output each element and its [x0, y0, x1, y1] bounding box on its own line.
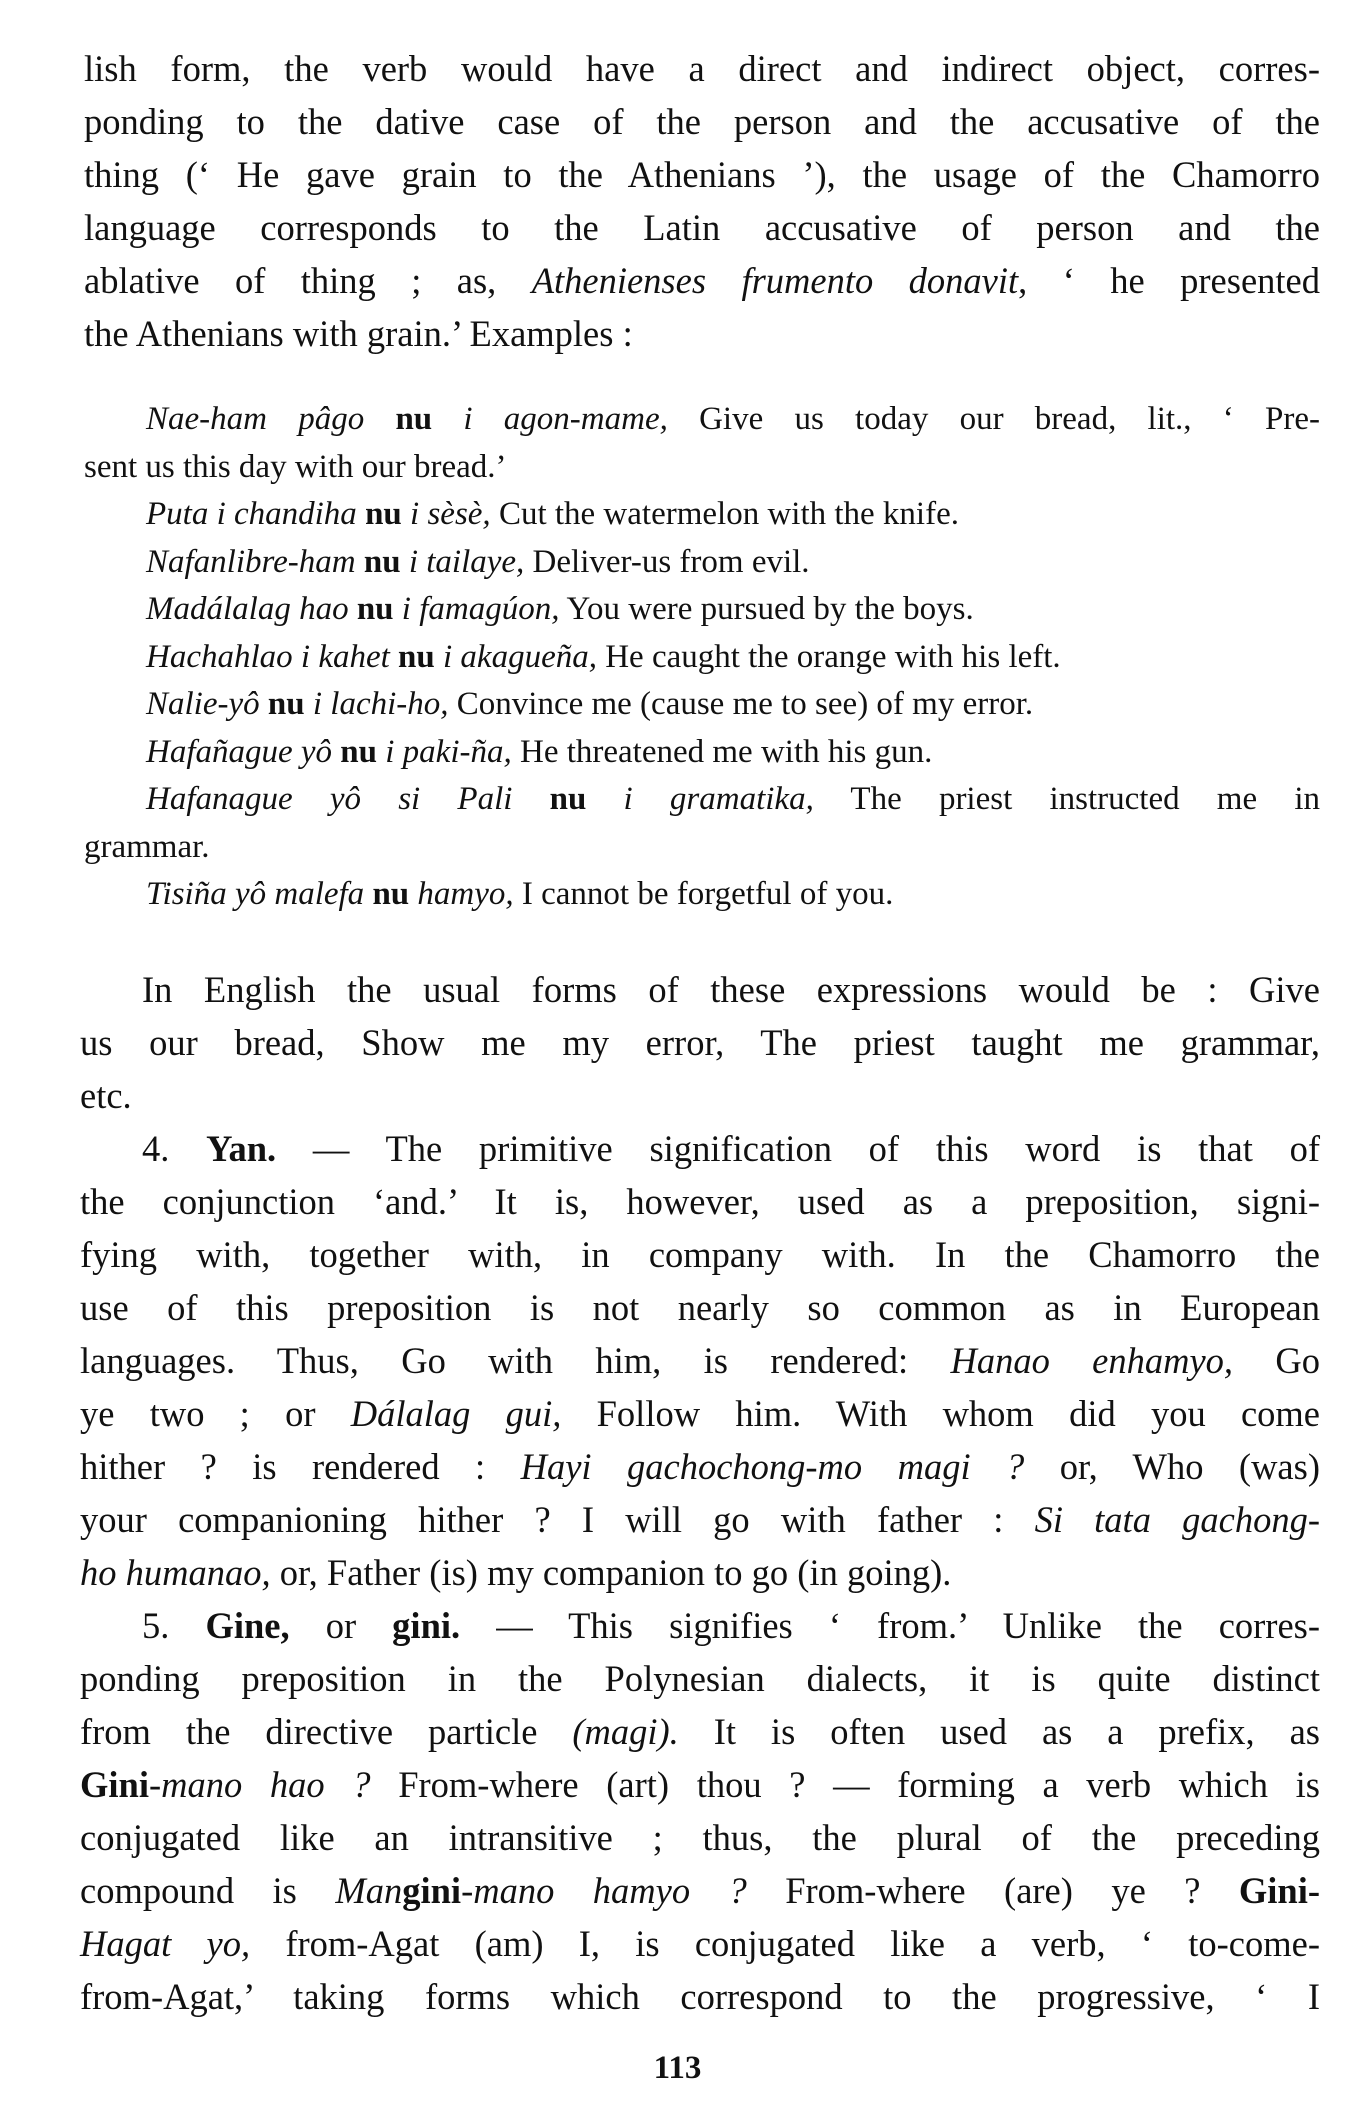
- text-line: [80, 1334, 1320, 1387]
- text: or: [289, 1605, 393, 1646]
- text-line: [80, 1016, 1320, 1069]
- text: languages. Thus, Go with him, is rendered:: [80, 1340, 951, 1381]
- text-line: [84, 95, 1320, 148]
- chamorro-text: Hagat yo,: [80, 1923, 251, 1964]
- text-line: [80, 1970, 1320, 2023]
- text-line: [80, 1811, 1320, 1864]
- text-line: [80, 1387, 1320, 1440]
- translation: Cut the watermelon with the knife.: [490, 496, 959, 532]
- text: ponding preposition in the Polynesian dialects, it is quite distinct: [80, 1658, 1320, 1699]
- text-line: [80, 1917, 1320, 1970]
- chamorro-text: Hachahlao i kahet: [146, 638, 390, 675]
- text: From-where (are) ye ?: [746, 1870, 1239, 1911]
- text: hither ? is rendered :: [80, 1446, 521, 1487]
- text: conjugated like an intransitive ; thus, the plural of the preceding: [80, 1817, 1320, 1858]
- text-line: [80, 963, 1320, 1016]
- text-line: [80, 1228, 1320, 1281]
- chamorro-text: i agon-mame,: [463, 401, 668, 437]
- text: , ‘ he presented: [1018, 260, 1320, 301]
- text: the Athenians with grain.’ Examples :: [84, 313, 633, 354]
- text-line: [80, 1652, 1320, 1705]
- example-line: [84, 729, 1320, 777]
- chamorro-text: ho humanao,: [80, 1552, 271, 1593]
- text-line: [80, 1440, 1320, 1493]
- translation: The priest instructed me in: [813, 781, 1320, 817]
- chamorro-text: i gramatika,: [623, 781, 814, 817]
- example-line: [84, 871, 1320, 919]
- bold-prefix: Gini-: [1238, 1870, 1321, 1911]
- section-yan: [80, 1122, 1320, 1175]
- bold-prefix: gini: [402, 1870, 462, 1911]
- section-heading: Yan.: [206, 1128, 277, 1169]
- chamorro-text: i akagueña,: [443, 638, 597, 675]
- particle-nu: nu: [364, 876, 418, 912]
- text-line: [80, 1864, 1320, 1917]
- latin-example: Athenienses frumento donavit: [531, 260, 1019, 301]
- translation: sent us this day with our bread.’: [84, 448, 507, 485]
- chamorro-text: Man: [335, 1870, 403, 1911]
- text-line: [80, 1493, 1320, 1546]
- example-line: [84, 634, 1320, 682]
- page-number: 113: [653, 2050, 702, 2086]
- text-line: [84, 254, 1320, 307]
- particle-nu: nu: [389, 638, 443, 675]
- section-number: 4.: [142, 1128, 207, 1169]
- text: Go: [1233, 1340, 1321, 1381]
- text: from-Agat (am) I, is conjugated like a verb, ‘ to-come-: [250, 1923, 1321, 1964]
- example-line: [84, 776, 1320, 824]
- chamorro-text: i paki-ña,: [385, 733, 512, 770]
- particle-nu: nu: [355, 543, 409, 580]
- chamorro-text: Hafañague yô: [146, 733, 333, 770]
- section-heading: gini.: [392, 1605, 461, 1646]
- text: It is often used as a prefix, as: [678, 1711, 1320, 1752]
- section-number: 5.: [142, 1605, 206, 1646]
- text: compound is: [80, 1870, 336, 1911]
- text-line: [84, 307, 1320, 360]
- text: In English the usual forms of these expressions would be : Give: [142, 969, 1320, 1010]
- chamorro-text: Dálalag gui,: [350, 1393, 562, 1434]
- section-heading: Gine,: [205, 1605, 290, 1646]
- chamorro-text: Si tata gachong-: [1034, 1499, 1320, 1540]
- text: — The primitive signification of this word is that of: [276, 1128, 1321, 1169]
- translation: Deliver-us from evil.: [524, 543, 810, 580]
- text: from the directive particle: [80, 1711, 573, 1752]
- text: or, Father (is) my companion to go (in going).: [270, 1552, 952, 1593]
- text: fying with, together with, in company with. In the Chamorro the: [80, 1234, 1320, 1275]
- particle-nu: nu: [364, 401, 464, 437]
- particle-nu: nu: [259, 686, 313, 722]
- example-line: [84, 491, 1320, 539]
- text: ablative of thing ; as,: [84, 260, 532, 301]
- body-text: [80, 963, 1320, 2023]
- text: ye two ; or: [80, 1393, 351, 1434]
- text: ponding to the dative case of the person and the accusative of the: [84, 101, 1320, 142]
- chamorro-text: Nalie-yô: [146, 686, 260, 722]
- text-line: [80, 1175, 1320, 1228]
- text: the conjunction ‘and.’ It is, however, used as a preposition, signi-: [80, 1181, 1320, 1222]
- chamorro-text: -mano hao ?: [148, 1764, 371, 1805]
- text: — This signifies ‘ from.’ Unlike the corres-: [460, 1605, 1321, 1646]
- chamorro-text: Hanao enhamyo,: [950, 1340, 1234, 1381]
- bold-prefix: Gini: [80, 1764, 149, 1805]
- text-line: [80, 1281, 1320, 1334]
- example-line: [84, 444, 1320, 492]
- particle-nu: nu: [512, 781, 624, 817]
- translation: You were pursued by the boys.: [559, 591, 974, 627]
- text: thing (‘ He gave grain to the Athenians ’), the usage of the Chamorro: [84, 154, 1320, 195]
- chamorro-text: Nae-ham pâgo: [146, 401, 365, 437]
- example-line: [84, 586, 1320, 634]
- text: your companioning hither ? I will go with father :: [80, 1499, 1035, 1540]
- chamorro-text: i famagúon,: [401, 591, 560, 627]
- particle-nu: nu: [356, 496, 411, 532]
- chamorro-text: Madálalag hao: [146, 591, 349, 627]
- chamorro-text: hamyo,: [417, 876, 514, 912]
- chamorro-text: (magi).: [572, 1711, 679, 1752]
- text-line: [80, 1705, 1320, 1758]
- text: From-where (art) thou ? — forming a verb which is: [370, 1764, 1320, 1805]
- chamorro-text: Hayi gachochong-mo magi ?: [520, 1446, 1025, 1487]
- example-line: [84, 824, 1320, 872]
- text: lish form, the verb would have a direct and indirect object, corres-: [84, 48, 1320, 89]
- text: use of this preposition is not nearly so common as in European: [80, 1287, 1320, 1328]
- chamorro-text: -mano hamyo ?: [461, 1870, 747, 1911]
- chamorro-text: i tailaye,: [408, 543, 525, 580]
- translation: I cannot be forgetful of you.: [513, 876, 894, 912]
- example-line: [84, 396, 1320, 444]
- chamorro-text: Nafanlibre-ham: [146, 543, 356, 580]
- particle-nu: nu: [348, 591, 402, 627]
- example-line: [84, 681, 1320, 729]
- text: from-Agat,’ taking forms which correspond to the progressive, ‘ I: [80, 1976, 1320, 2017]
- chamorro-text: Tisiña yô malefa: [146, 876, 365, 912]
- examples-list: [84, 396, 1320, 919]
- section-gine: [80, 1599, 1320, 1652]
- translation: grammar.: [84, 828, 210, 865]
- example-line: [84, 539, 1320, 587]
- chamorro-text: i sèsè,: [410, 496, 491, 532]
- chamorro-text: Hafanague yô si Pali: [146, 781, 513, 817]
- text-line: [80, 1546, 1320, 1599]
- translation: He caught the orange with his left.: [596, 638, 1061, 675]
- translation: Convince me (cause me to see) of my error.: [448, 686, 1034, 722]
- translation: Give us today our bread, lit., ‘ Pre-: [667, 401, 1320, 437]
- translation: He threatened me with his gun.: [511, 733, 933, 770]
- text: etc.: [80, 1075, 132, 1116]
- text: us our bread, Show me my error, The priest taught me grammar,: [80, 1022, 1320, 1063]
- chamorro-text: i lachi-ho,: [312, 686, 449, 722]
- paragraph-latin-comparison: [84, 42, 1320, 360]
- text: language corresponds to the Latin accusative of person and the: [84, 207, 1320, 248]
- text-line: [84, 201, 1320, 254]
- chamorro-text: Puta i chandiha: [146, 496, 357, 532]
- particle-nu: nu: [332, 733, 386, 770]
- text-line: [84, 42, 1320, 95]
- text: Follow him. With whom did you come: [561, 1393, 1320, 1434]
- text: or, Who (was): [1024, 1446, 1320, 1487]
- text-line: [80, 1758, 1320, 1811]
- text-line: [80, 1069, 1320, 1122]
- text-line: [84, 148, 1320, 201]
